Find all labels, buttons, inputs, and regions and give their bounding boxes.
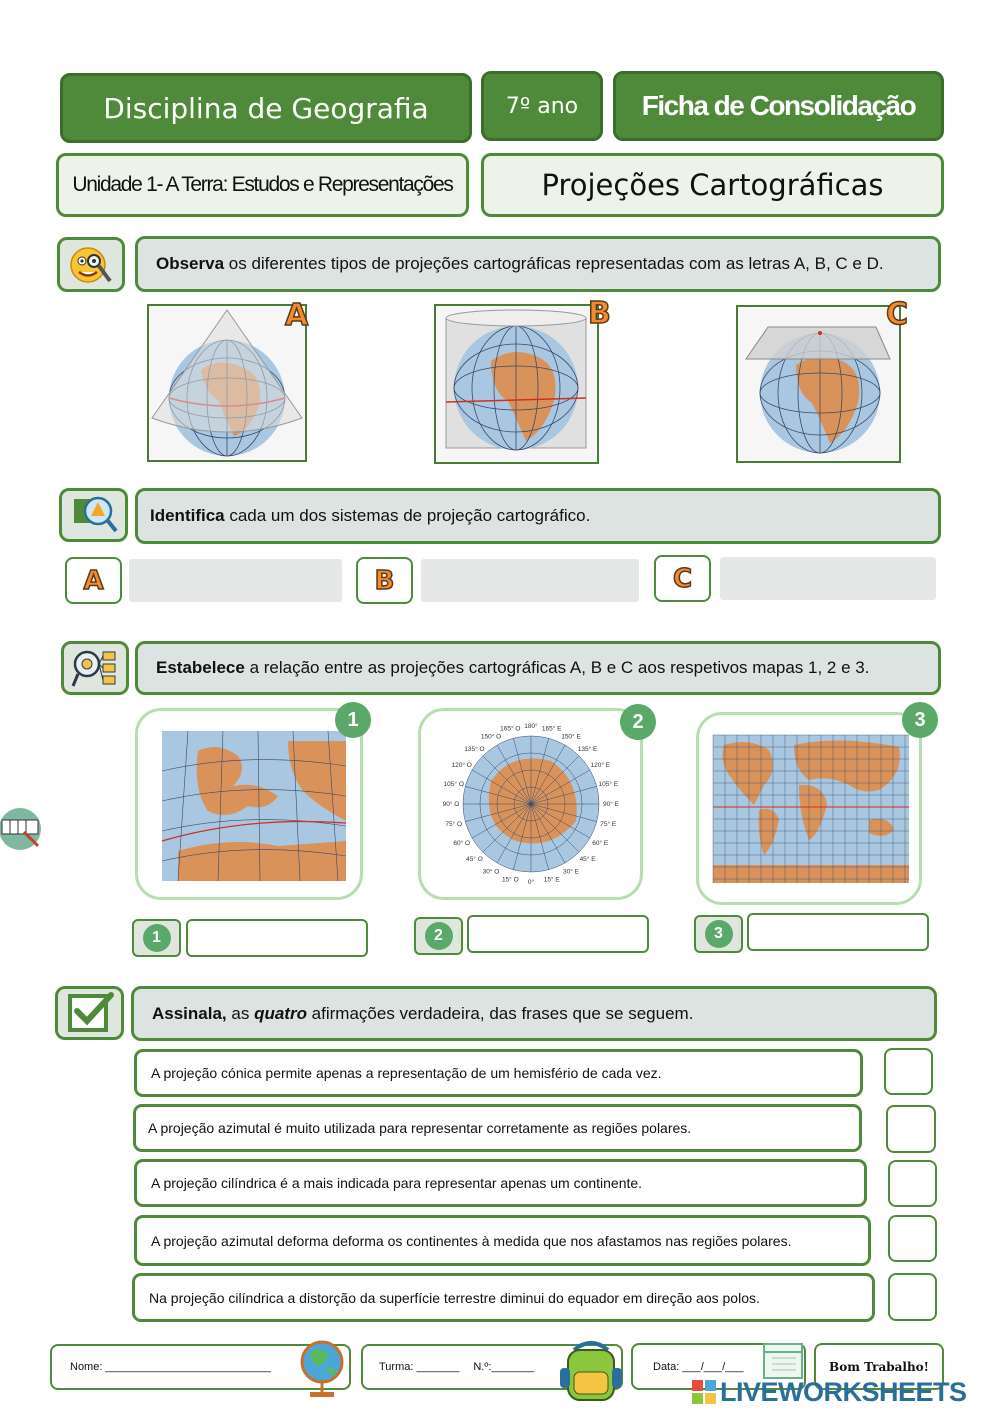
identify-letter-b: B bbox=[356, 557, 413, 604]
map-2-badge: 2 bbox=[620, 704, 656, 740]
longitude-label: 120° E bbox=[590, 762, 611, 769]
unit-title: Unidade 1- A Terra: Estudos e Representações bbox=[72, 173, 453, 196]
longitude-label: 150° O bbox=[480, 733, 502, 741]
map-3-frame bbox=[696, 712, 922, 905]
side-worksheet-icon bbox=[0, 806, 48, 852]
map-1-badge: 1 bbox=[335, 702, 371, 738]
date-field[interactable]: Data: ___/___/___ bbox=[653, 1360, 744, 1373]
longitude-label: 60° O bbox=[453, 840, 471, 847]
watermark-logo bbox=[692, 1376, 992, 1408]
longitude-label: 120° O bbox=[451, 762, 472, 769]
projection-image-c bbox=[736, 305, 901, 463]
check-icon-box bbox=[55, 986, 124, 1040]
longitude-label: 150° E bbox=[561, 733, 581, 741]
identify-answer-b[interactable] bbox=[421, 559, 639, 602]
identify-instruction bbox=[135, 488, 941, 544]
statement-4: A projeção azimutal deforma deforma os continentes à medida que nos afastamos nas regiões polares. bbox=[134, 1215, 871, 1266]
longitude-label: 105° O bbox=[443, 780, 464, 788]
identify-verb: Identifica bbox=[150, 506, 225, 525]
name-field[interactable]: Nome: ___________________________ bbox=[70, 1361, 271, 1373]
relate-text: a relação entre as projeções cartográficas A, B e C aos respetivos mapas 1, 2 e 3. bbox=[244, 658, 870, 677]
check-text: afirmações verdadeira, das frases que se seguem. bbox=[306, 1003, 694, 1023]
relate-instruction bbox=[135, 641, 941, 695]
longitude-label: 135° E bbox=[577, 745, 598, 753]
number-field[interactable]: N.º:_______ bbox=[473, 1361, 535, 1373]
map-3-badge: 3 bbox=[902, 702, 938, 738]
map-1-number-box: 1 bbox=[132, 919, 181, 957]
longitude-label: 30° E bbox=[563, 868, 579, 876]
longitude-label: 75° O bbox=[445, 821, 463, 829]
watermark-text: LIVEWORKSHEETS bbox=[720, 1376, 967, 1407]
grade-label: 7º ano bbox=[505, 93, 579, 119]
closing-message: Bom Trabalho! bbox=[829, 1359, 929, 1374]
longitude-label: 105° E bbox=[598, 780, 619, 788]
magnifier-emoji-icon bbox=[66, 243, 116, 287]
check-verb: Assinala, bbox=[152, 1003, 227, 1023]
projection-label-b: B bbox=[588, 296, 611, 331]
projection-image-b bbox=[434, 304, 599, 464]
subject-banner bbox=[60, 73, 472, 143]
observe-instruction bbox=[135, 236, 941, 292]
statement-1: A projeção cónica permite apenas a representação de um hemisfério de cada vez. bbox=[134, 1049, 863, 1097]
longitude-label: 15° O bbox=[501, 876, 519, 884]
unit-banner bbox=[56, 153, 469, 217]
map-3-number-box: 3 bbox=[694, 915, 743, 953]
statement-5: Na projeção cilíndrica a distorção da superfície terrestre diminui do equador em direção aos polos. bbox=[132, 1273, 875, 1322]
subject-title: Disciplina de Geografia bbox=[103, 91, 429, 125]
longitude-label: 45° O bbox=[466, 856, 483, 864]
statement-4-checkbox[interactable] bbox=[888, 1215, 937, 1262]
statement-5-checkbox[interactable] bbox=[888, 1273, 937, 1321]
globe-icon bbox=[296, 1338, 348, 1400]
identify-letter-c: C bbox=[654, 555, 711, 602]
longitude-label: 165° O bbox=[500, 725, 521, 733]
longitude-label: 90° E bbox=[603, 801, 619, 808]
sheet-type-label: Ficha de Consolidação bbox=[641, 90, 916, 121]
statement-2: A projeção azimutal é muito utilizada para representar corretamente as regiões polares. bbox=[133, 1104, 862, 1152]
map-2-answer[interactable] bbox=[467, 915, 649, 953]
longitude-label: 75° E bbox=[600, 821, 617, 829]
statement-2-checkbox[interactable] bbox=[886, 1105, 936, 1153]
identify-icon-box bbox=[59, 488, 128, 542]
search-alert-icon bbox=[70, 493, 118, 537]
longitude-label: 60° E bbox=[592, 840, 609, 847]
longitude-label: 180° bbox=[524, 723, 538, 730]
map-2-number-box: 2 bbox=[414, 917, 463, 955]
topic-title: Projeções Cartográficas bbox=[541, 168, 884, 202]
longitude-label: 135° O bbox=[464, 745, 485, 753]
longitude-label: 15° E bbox=[543, 876, 560, 884]
sheet-type-banner bbox=[613, 71, 944, 141]
identify-text: cada um dos sistemas de projeção cartográfico. bbox=[224, 506, 591, 525]
relate-icon-box bbox=[61, 641, 129, 695]
projection-label-a: A bbox=[285, 298, 309, 333]
statement-1-checkbox[interactable] bbox=[884, 1048, 933, 1095]
checkbox-icon bbox=[65, 991, 115, 1035]
observe-verb: Observa bbox=[156, 254, 225, 273]
check-instruction: Assinala, as quatro afirmações verdadeira, das frases que se seguem. bbox=[131, 986, 937, 1041]
statement-3-checkbox[interactable] bbox=[888, 1160, 937, 1207]
grade-banner bbox=[481, 71, 603, 141]
longitude-label: 45° E bbox=[579, 856, 596, 864]
identify-answer-a[interactable] bbox=[129, 559, 342, 602]
identify-letter-a: A bbox=[65, 557, 122, 604]
longitude-label: 165° E bbox=[541, 725, 562, 733]
observe-icon-box bbox=[57, 237, 125, 292]
longitude-label: 30° O bbox=[482, 868, 500, 876]
map-3-answer[interactable] bbox=[747, 913, 929, 951]
check-emphasis: quatro bbox=[254, 1003, 307, 1023]
backpack-icon bbox=[556, 1338, 626, 1404]
gear-network-icon bbox=[70, 646, 120, 690]
longitude-label: 0° bbox=[527, 879, 535, 886]
projection-label-c: C bbox=[886, 297, 909, 332]
topic-banner bbox=[481, 153, 944, 217]
liveworksheets-logo-icon bbox=[692, 1380, 716, 1404]
identify-answer-c[interactable] bbox=[720, 557, 936, 600]
statement-3: A projeção cilíndrica é a mais indicada para representar apenas um continente. bbox=[134, 1159, 867, 1207]
longitude-label: 90° O bbox=[442, 801, 460, 808]
relate-verb: Estabelece bbox=[156, 658, 245, 677]
class-field[interactable]: Turma: _______ bbox=[379, 1361, 460, 1373]
projection-image-a bbox=[147, 304, 307, 462]
map-1-frame bbox=[135, 708, 363, 900]
observe-text: os diferentes tipos de projeções cartográficas representadas com as letras A, B, C e D. bbox=[224, 254, 884, 273]
map-1-answer[interactable] bbox=[186, 919, 368, 957]
map-2-frame bbox=[418, 708, 643, 900]
